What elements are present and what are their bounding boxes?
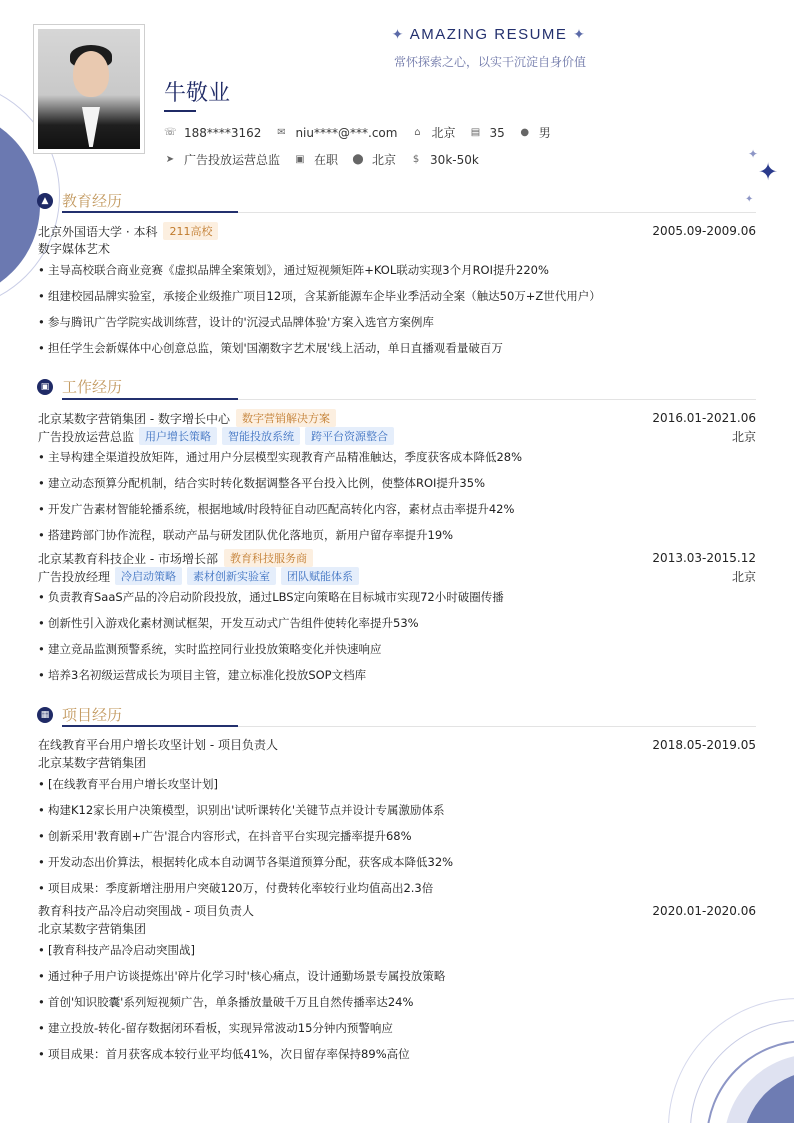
gender-icon: ● bbox=[520, 127, 530, 138]
cake-icon: ▤ bbox=[470, 127, 481, 138]
divider-accent bbox=[62, 725, 238, 727]
list-item: • 建立动态预算分配机制，结合实时转化数据调整各平台投入比例，使整体ROI提升35% bbox=[38, 475, 756, 491]
list-item: • 创新采用'教育剧+广告'混合内容形式，在抖音平台实现完播率提升68% bbox=[38, 828, 756, 844]
list-item: • 搭建跨部门协作流程，联动产品与研发团队优化落地页，新用户留存率提升19% bbox=[38, 527, 756, 543]
sparkle-icon: ✦ bbox=[391, 26, 405, 42]
section-header-work: ▣ 工作经历 bbox=[37, 376, 122, 397]
candidate-name: 牛敬业 bbox=[164, 81, 231, 106]
list-item: • 开发广告素材智能轮播系统，根据地域/时段特征自动匹配高转化内容，素材点击率提升42% bbox=[38, 501, 756, 517]
project-1-header: 在线教育平台用户增长攻坚计划 - 项目负责人 2018.05-2019.05 bbox=[38, 737, 756, 752]
company-tag: 教育科技服务商 bbox=[224, 549, 313, 567]
send-icon: ➤ bbox=[165, 154, 175, 165]
skill-tag: 用户增长策略 bbox=[139, 427, 217, 445]
skill-tag: 冷启动策略 bbox=[115, 567, 182, 585]
list-item: • 参与腾讯广告学院实战训练营，设计的'沉浸式品牌体验'方案入选官方案例库 bbox=[38, 314, 756, 330]
target-city: ⬤ 北京 bbox=[352, 153, 397, 167]
list-item: • 担任学生会新媒体中心创意总监，策划'国潮数字艺术展'线上活动，单日直播观看量破百万 bbox=[38, 340, 756, 356]
project-2-header: 教育科技产品冷启动突围战 - 项目负责人 2020.01-2020.06 bbox=[38, 903, 756, 918]
employment-status: ▣ 在职 bbox=[295, 153, 339, 167]
phone-info: ☏ 188****3162 bbox=[164, 125, 262, 140]
mail-icon: ✉ bbox=[277, 127, 286, 138]
skill-tag: 素材创新实验室 bbox=[187, 567, 276, 585]
work-date: 2016.01-2021.06 bbox=[652, 411, 756, 425]
divider-accent bbox=[62, 398, 238, 400]
list-item: • 首创'知识胶囊'系列短视频广告，单条播放量破千万且自然传播率达24% bbox=[38, 994, 756, 1010]
target-position: ➤ 广告投放运营总监 bbox=[165, 153, 281, 167]
list-item: • 构建K12家长用户决策模型，识别出'试听课转化'关键节点并设计专属激励体系 bbox=[38, 802, 756, 818]
company-tag: 数字营销解决方案 bbox=[236, 409, 336, 427]
list-item: • [在线教育平台用户增长攻坚计划] bbox=[38, 776, 756, 792]
list-item: • 项目成果：季度新增注册用户突破120万，付费转化率较行业均值高出2.3倍 bbox=[38, 880, 756, 896]
sparkle-icon: ✦ bbox=[748, 147, 759, 161]
work-2-position: 广告投放经理 冷启动策略 素材创新实验室 团队赋能体系 北京 bbox=[38, 567, 756, 585]
school-tag: 211高校 bbox=[163, 222, 218, 240]
list-item: • 负责教育SaaS产品的冷启动阶段投放，通过LBS定向策略在目标城市实现72小时破圈传播 bbox=[38, 589, 756, 605]
work-location: 北京 bbox=[731, 569, 756, 584]
motto: 常怀探索之心，以实干沉淀自身价值 bbox=[393, 55, 586, 69]
list-item: • 主导构建全渠道投放矩阵，通过用户分层模型实现教育产品精准触达，季度获客成本降低28% bbox=[38, 449, 756, 465]
list-item: • 培养3名初级运营成长为项目主管，建立标准化投放SOP文档库 bbox=[38, 667, 756, 683]
list-item: • 创新性引入游戏化素材测试框架，开发互动式广告组件使转化率提升53% bbox=[38, 615, 756, 631]
project-1-org: 北京某数字营销集团 bbox=[38, 756, 147, 770]
list-item: • 建立投放-转化-留存数据闭环看板，实现异常波动15分钟内预警响应 bbox=[38, 1020, 756, 1036]
divider-accent bbox=[62, 211, 238, 213]
name-underline bbox=[164, 110, 196, 112]
email-info: ✉ niu****@***.com bbox=[277, 125, 398, 140]
project-date: 2018.05-2019.05 bbox=[652, 737, 756, 752]
age-info: ▤ 35 bbox=[470, 125, 505, 140]
work-date: 2013.03-2015.12 bbox=[652, 551, 756, 565]
city-info: ⌂ 北京 bbox=[411, 124, 455, 141]
list-item: • 开发动态出价算法，根据转化成本自动调节各渠道预算分配，获客成本降低32% bbox=[38, 854, 756, 870]
project-date: 2020.01-2020.06 bbox=[652, 903, 756, 918]
work-1-header: 北京某数字营销集团 - 数字增长中心 数字营销解决方案 2016.01-2021.06 bbox=[38, 411, 756, 426]
skill-tag: 团队赋能体系 bbox=[281, 567, 359, 585]
sparkle-icon: ✦ bbox=[745, 194, 754, 205]
work-1-position: 广告投放运营总监 用户增长策略 智能投放系统 跨平台资源整合 北京 bbox=[38, 427, 756, 445]
list-item: • [教育科技产品冷启动突围战] bbox=[38, 942, 756, 958]
sparkle-icon: ✦ bbox=[573, 26, 587, 42]
list-item: • 组建校园品牌实验室，承接企业级推广项目12项，含某新能源车企毕业季活动全案（触达50万+Z世代用户） bbox=[38, 288, 756, 304]
graduation-cap-icon: ▲ bbox=[37, 193, 53, 209]
skill-tag: 智能投放系统 bbox=[222, 427, 300, 445]
home-icon: ⌂ bbox=[414, 127, 421, 138]
section-header-project: ▦ 项目经历 bbox=[37, 704, 122, 725]
briefcase-icon: ▣ bbox=[37, 379, 53, 395]
list-item: • 通过种子用户访谈提炼出'碎片化学习时'核心痛点，设计通勤场景专属投放策略 bbox=[38, 968, 756, 984]
project-2-org: 北京某数字营销集团 bbox=[38, 922, 147, 936]
gender-info: ● 男 bbox=[520, 126, 551, 140]
sparkle-icon: ✦ bbox=[758, 158, 779, 186]
work-2-header: 北京某教育科技企业 - 市场增长部 教育科技服务商 2013.03-2015.12 bbox=[38, 551, 756, 566]
list-item: • 主导高校联合商业竞赛《虚拟品牌全案策划》，通过短视频矩阵+KOL联动实现3个月ROI提升220% bbox=[38, 262, 756, 278]
avatar bbox=[33, 24, 145, 154]
money-icon: $ bbox=[412, 154, 420, 165]
skill-tag: 跨平台资源整合 bbox=[305, 427, 394, 445]
phone-icon: ☏ bbox=[164, 127, 177, 138]
grid-icon: ▦ bbox=[37, 707, 53, 723]
basic-info-row bbox=[164, 124, 565, 141]
section-header-education: ▲ 教育经历 bbox=[37, 190, 122, 211]
job-info-row bbox=[164, 151, 493, 168]
list-item: • 项目成果：首月获客成本较行业平均低41%，次日留存率保持89%高位 bbox=[38, 1046, 756, 1062]
location-pin-icon: ⬤ bbox=[352, 154, 364, 165]
education-header: 北京外国语大学 · 本科 211高校 2005.09-2009.06 bbox=[38, 224, 756, 239]
work-location: 北京 bbox=[731, 429, 756, 444]
briefcase-icon: ▣ bbox=[295, 154, 305, 165]
expected-salary: $ 30k-50k bbox=[410, 153, 479, 167]
education-major: 数字媒体艺术 bbox=[38, 242, 111, 256]
education-date: 2005.09-2009.06 bbox=[652, 224, 756, 238]
list-item: • 建立竞品监测预警系统，实时监控同行业投放策略变化并快速响应 bbox=[38, 641, 756, 657]
resume-title: ✦ AMAZING RESUME ✦ bbox=[391, 26, 587, 43]
